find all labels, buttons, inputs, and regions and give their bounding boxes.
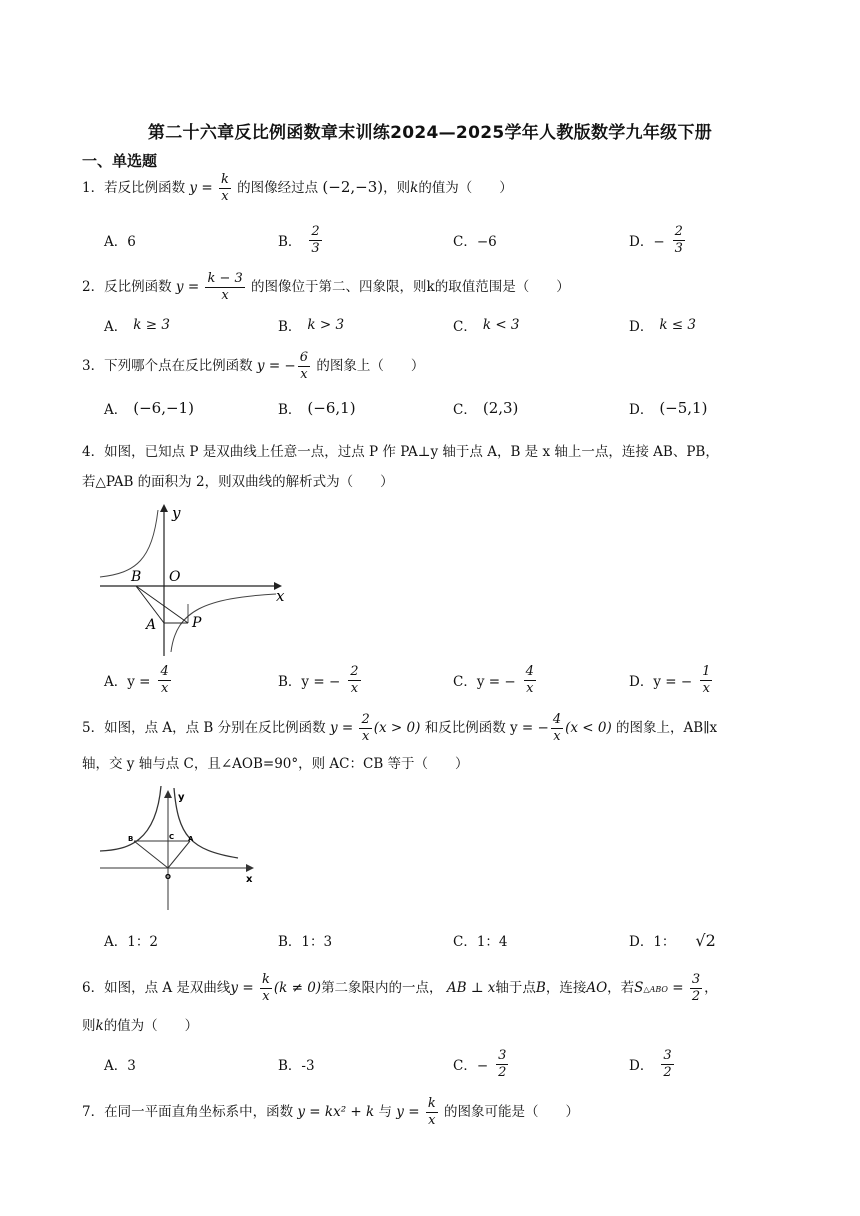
section-heading: 一、单选题 bbox=[82, 152, 158, 170]
option-d[interactable]: D．y = − $\frac{1}{x}$ bbox=[629, 663, 711, 696]
y-axis-label: y bbox=[172, 504, 181, 522]
question-4-line-2: 若△PAB 的面积为 2，则双曲线的解析式为（ ） bbox=[82, 474, 394, 490]
question-3: 3．下列哪个点在反比例函数 y = − $\frac{6}{x}$ 的图象上（ ） bbox=[82, 350, 425, 382]
option-c[interactable]: C．1：4 bbox=[453, 934, 508, 950]
question-2-options bbox=[104, 305, 804, 345]
option-b[interactable]: B．1：3 bbox=[278, 934, 333, 950]
point-a-label: A bbox=[188, 835, 194, 843]
question-4-line-1: 4．如图，已知点 P 是双曲线上任意一点，过点 P 作 PA⊥y 轴于点 A，B 是 x 轴上一点，连接 AB、PB， bbox=[82, 444, 719, 460]
option-a[interactable]: A．y = $\frac{4}{x}$ bbox=[104, 663, 169, 696]
option-d[interactable]: D． $\frac{3}{2}$ bbox=[629, 1047, 672, 1080]
option-d[interactable]: D．1： √2 bbox=[629, 930, 716, 950]
question-6-options bbox=[104, 1044, 804, 1084]
option-a[interactable]: A．6 bbox=[104, 234, 136, 250]
point-a-label: A bbox=[146, 617, 157, 633]
point-b-label: B bbox=[131, 569, 142, 585]
option-b[interactable]: B．-3 bbox=[278, 1058, 315, 1074]
origin-label: O bbox=[169, 569, 181, 585]
option-d[interactable]: D．− $\frac{2}{3}$ bbox=[629, 223, 683, 256]
question-5-line-1: 5．如图，点 A，点 B 分别在反比例函数 y = $\frac{2}{x}$ (x > 0) 和反比例函数 y = − $\frac{4}{x}$ (x < 0) 的图象上，AB∥x bbox=[82, 712, 718, 744]
page-title: 第二十六章反比例函数章末训练2024—2025学年人教版数学九年级下册 bbox=[147, 123, 713, 143]
option-a[interactable]: A． k ≥ 3 bbox=[104, 317, 170, 335]
question-5-line-2: 轴，交 y 轴与点 C，且∠AOB=90°，则 AC：CB 等于（ ） bbox=[82, 756, 469, 772]
option-d[interactable]: D． (−5,1) bbox=[629, 399, 708, 418]
option-c[interactable]: C．y = − $\frac{4}{x}$ bbox=[453, 663, 534, 696]
option-d[interactable]: D． k ≤ 3 bbox=[629, 317, 696, 335]
point-c-label: C bbox=[169, 833, 175, 841]
option-a[interactable]: A． (−6,−1) bbox=[104, 399, 194, 418]
question-4-options bbox=[104, 660, 804, 700]
y-axis-label: y bbox=[178, 792, 185, 803]
option-a[interactable]: A．3 bbox=[104, 1058, 136, 1074]
question-1: 1．若反比例函数 y = $\frac{k}{x}$ 的图像经过点 (−2,−3)，则k的值为（ ） bbox=[82, 172, 513, 204]
origin-label: O bbox=[165, 873, 171, 881]
option-c[interactable]: C． k < 3 bbox=[453, 317, 520, 335]
question-3-options bbox=[104, 388, 804, 428]
question-7: 7．在同一平面直角坐标系中，函数 y = kx² + k 与 y = $\frac{k}{x}$ 的图象可能是（ ） bbox=[82, 1096, 580, 1128]
option-c[interactable]: C． (2,3) bbox=[453, 399, 519, 418]
point-b-label: B bbox=[128, 835, 134, 843]
figure-5 bbox=[98, 784, 268, 914]
question-1-options bbox=[104, 220, 804, 260]
question-6-line-2: 则k的值为（ ） bbox=[82, 1018, 199, 1034]
option-c[interactable]: C．− $\frac{3}{2}$ bbox=[453, 1047, 507, 1080]
figure-4 bbox=[96, 500, 296, 658]
question-5-options bbox=[104, 920, 804, 960]
option-c[interactable]: C．−6 bbox=[453, 234, 497, 250]
question-2: 2．反比例函数 y = $\frac{k - 3}{x}$ 的图像位于第二、四象限，则k的取值范围是（ ） bbox=[82, 271, 570, 303]
question-6-line-1: 6．如图，点 A 是双曲线y = $\frac{k}{x}$ (k ≠ 0)第二象限内的一点， AB ⊥ x轴于点B，连接AO，若S△ABO = $\frac{3}{2}$ ， bbox=[82, 972, 718, 1004]
option-a[interactable]: A．1：2 bbox=[104, 934, 158, 950]
option-b[interactable]: B． $\frac{2}{3}$ bbox=[278, 223, 320, 256]
x-axis-label: x bbox=[246, 874, 253, 885]
point-p-label: P bbox=[192, 615, 202, 631]
option-b[interactable]: B．y = − $\frac{2}{x}$ bbox=[278, 663, 359, 696]
option-b[interactable]: B． k > 3 bbox=[278, 317, 345, 335]
option-b[interactable]: B． (−6,1) bbox=[278, 399, 356, 418]
x-axis-label: x bbox=[276, 587, 285, 605]
